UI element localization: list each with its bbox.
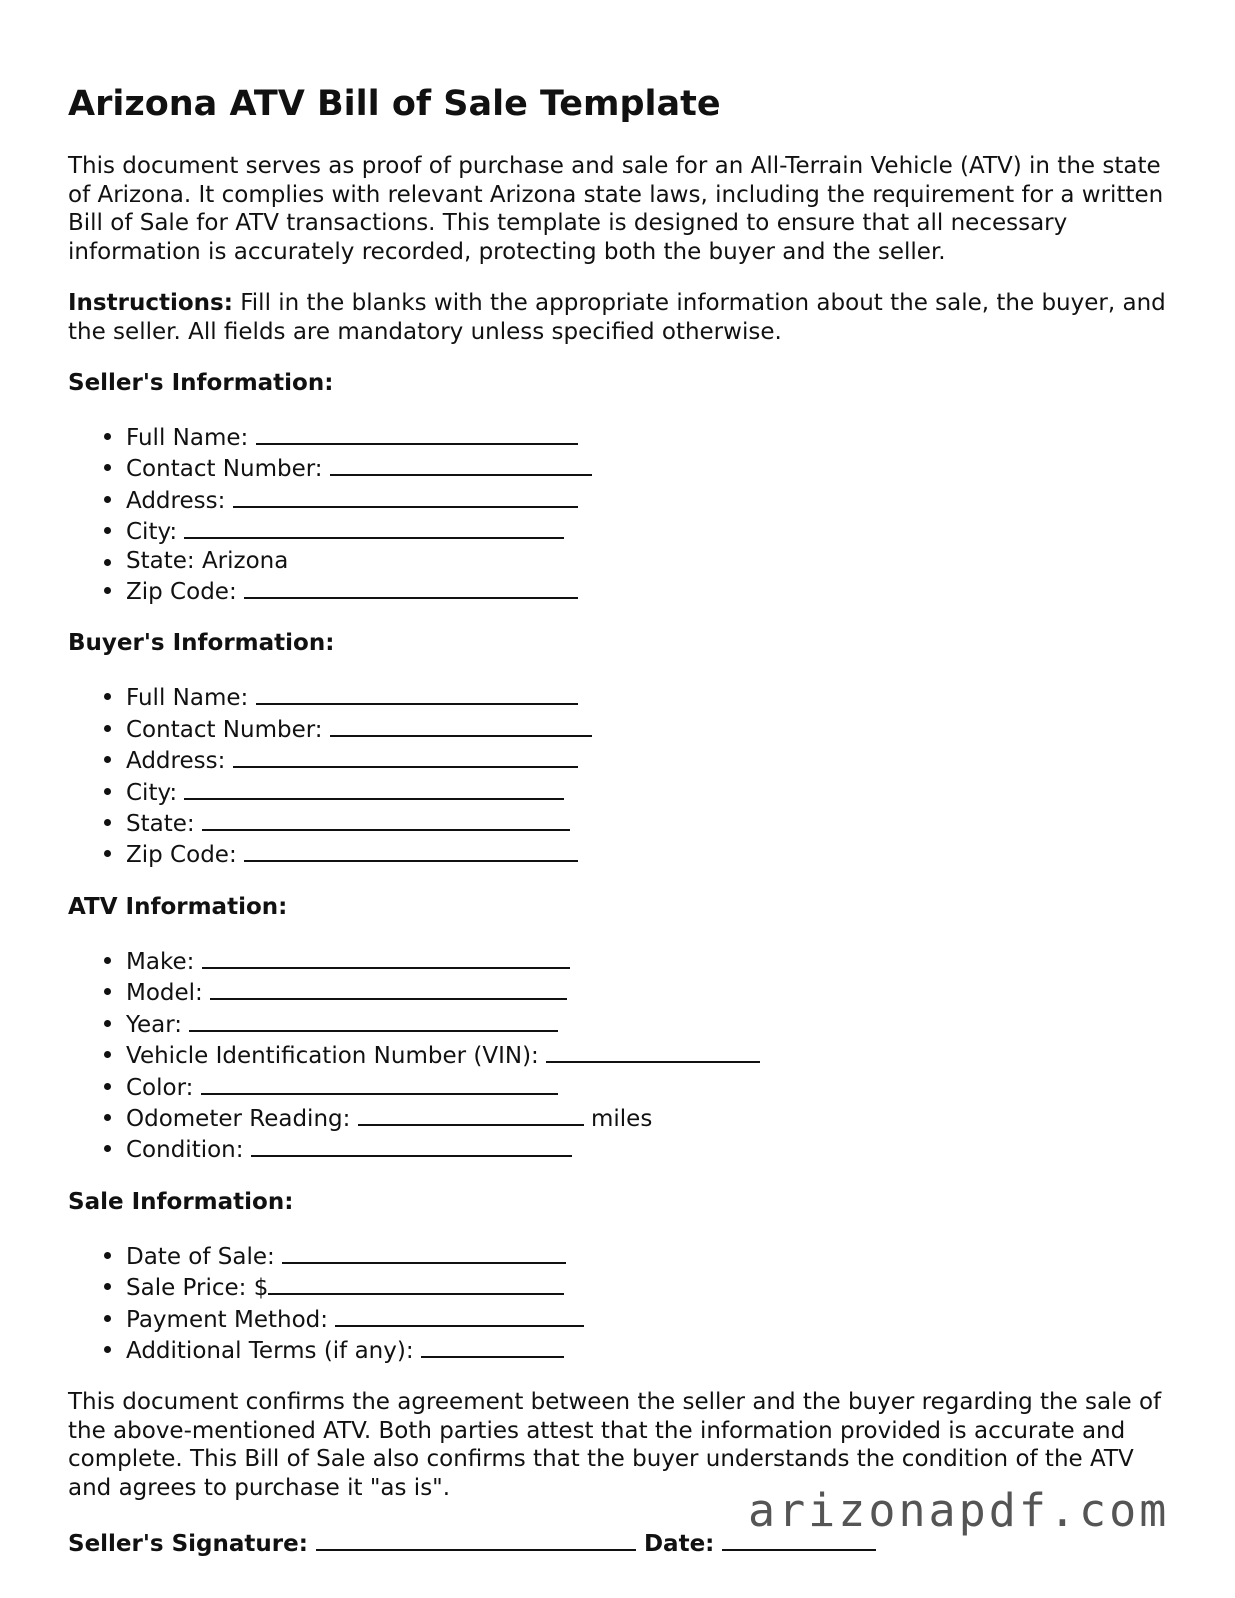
sale-terms-field[interactable]: [421, 1334, 564, 1358]
seller-state-label: State: Arizona: [126, 547, 289, 574]
list-item: [126, 776, 1178, 807]
sale-price-field[interactable]: [268, 1271, 564, 1295]
closing-paragraph: This document confirms the agreement between the seller and the buyer regarding the sale of the above-mentioned ATV. Both parties attest that the information provided is accurate and complete. This Bill of Sale also confirms that the buyer understands the condition of the ATV and agrees to purchase it "as is".: [68, 1389, 1162, 1501]
list-item: [126, 1008, 1178, 1039]
list-item: [126, 976, 1178, 1007]
list-item: [126, 515, 1178, 546]
sale-payment-field[interactable]: [335, 1303, 584, 1327]
list-item: [126, 945, 1178, 976]
atv-condition-label: Condition:: [126, 1137, 244, 1164]
atv-vin-label: Vehicle Identification Number (VIN):: [126, 1043, 539, 1070]
buyer-state-label: State:: [126, 811, 195, 838]
seller-zip-label: Zip Code:: [126, 579, 237, 606]
sale-price-label: Sale Price: $: [126, 1275, 269, 1302]
atv-year-field[interactable]: [189, 1008, 558, 1032]
list-item: [126, 1071, 1178, 1102]
seller-address-label: Address:: [126, 487, 226, 514]
instructions-label: Instructions:: [68, 290, 233, 316]
atv-vin-field[interactable]: [546, 1039, 760, 1063]
signature-date-label: Date:: [643, 1531, 715, 1558]
list-item: [126, 838, 1178, 869]
sale-date-label: Date of Sale:: [126, 1243, 275, 1270]
seller-signature-field[interactable]: [316, 1527, 636, 1551]
seller-city-label: City:: [126, 519, 178, 546]
seller-heading: Seller's Information:: [68, 370, 334, 396]
atv-odometer-unit: miles: [591, 1105, 653, 1132]
atv-year-label: Year:: [126, 1011, 183, 1038]
buyer-state-field[interactable]: [202, 807, 570, 831]
list-item: [126, 744, 1178, 775]
instructions-text: Fill in the blanks with the appropriate information about the sale, the buyer, and the seller. All fields are mandatory unless specified otherwise.: [68, 290, 1166, 345]
buyer-list: [68, 681, 1178, 869]
atv-make-field[interactable]: [202, 945, 570, 969]
list-item: [126, 547, 1178, 575]
atv-heading: ATV Information:: [68, 893, 288, 920]
list-item: [126, 713, 1178, 744]
seller-address-field[interactable]: [233, 484, 578, 508]
buyer-city-field[interactable]: [184, 776, 564, 800]
list-item: [126, 421, 1178, 452]
list-item: [126, 1102, 1178, 1133]
atv-model-label: Model:: [126, 980, 203, 1007]
buyer-heading: Buyer's Information:: [68, 630, 335, 657]
buyer-zip-field[interactable]: [244, 838, 578, 862]
seller-signature-label: Seller's Signature:: [68, 1531, 308, 1558]
list-item: [126, 1133, 1178, 1164]
sale-heading: Sale Information:: [68, 1188, 294, 1215]
seller-full-name-label: Full Name:: [126, 425, 249, 451]
list-item: [126, 1303, 1178, 1334]
atv-condition-field[interactable]: [251, 1133, 572, 1157]
sale-list: [68, 1240, 1178, 1366]
sale-date-field[interactable]: [282, 1240, 566, 1264]
document-page: [68, 82, 1178, 1558]
list-item: [126, 484, 1178, 515]
list-item: [126, 575, 1178, 606]
atv-list: [68, 945, 1178, 1165]
atv-make-label: Make:: [126, 948, 195, 975]
seller-contact-field[interactable]: [330, 452, 592, 476]
list-item: [126, 1334, 1178, 1365]
buyer-address-label: Address:: [126, 748, 226, 775]
document-title: Arizona ATV Bill of Sale Template: [68, 84, 721, 124]
atv-color-label: Color:: [126, 1074, 194, 1101]
atv-color-field[interactable]: [201, 1071, 558, 1095]
instructions-paragraph: [68, 289, 1178, 346]
list-item: [126, 681, 1178, 712]
list-item: [126, 1271, 1178, 1302]
seller-city-field[interactable]: [184, 515, 564, 539]
buyer-contact-field[interactable]: [330, 713, 592, 737]
list-item: [126, 452, 1178, 483]
buyer-city-label: City:: [126, 779, 178, 806]
seller-full-name-field[interactable]: [256, 421, 578, 445]
sale-terms-label: Additional Terms (if any):: [126, 1337, 414, 1364]
buyer-zip-label: Zip Code:: [126, 842, 237, 869]
sale-payment-label: Payment Method:: [126, 1306, 329, 1333]
buyer-full-name-label: Full Name:: [126, 685, 249, 712]
buyer-full-name-field[interactable]: [256, 681, 578, 705]
seller-list: [68, 421, 1178, 606]
buyer-contact-label: Contact Number:: [126, 716, 323, 743]
intro-paragraph: This document serves as proof of purchase and sale for an All-Terrain Vehicle (ATV) in the state of Arizona. It complies with relevant Arizona state laws, including the requirement for a written Bill of Sale for ATV transactions. This template is designed to ensure that all necessary information is accurately recorded, protecting both the buyer and the seller.: [68, 153, 1164, 265]
atv-model-field[interactable]: [210, 976, 567, 1000]
seller-zip-field[interactable]: [244, 575, 578, 599]
list-item: [126, 807, 1178, 838]
atv-odometer-label: Odometer Reading:: [126, 1105, 351, 1132]
buyer-address-field[interactable]: [233, 744, 578, 768]
watermark: arizonapdf.com: [748, 1484, 1170, 1537]
list-item: [126, 1039, 1178, 1070]
list-item: [126, 1240, 1178, 1271]
atv-odometer-field[interactable]: [358, 1102, 584, 1126]
seller-contact-label: Contact Number:: [126, 456, 323, 483]
